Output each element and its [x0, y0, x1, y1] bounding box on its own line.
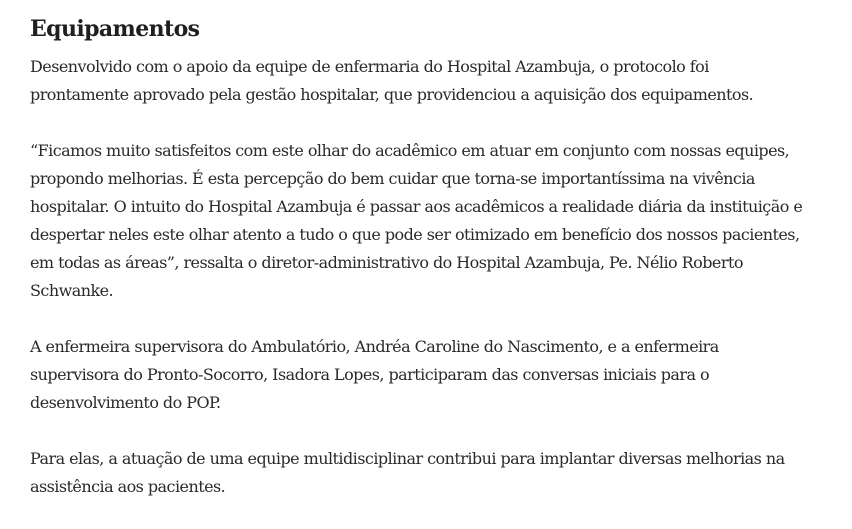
paragraph-director-quote — [30, 137, 845, 305]
paragraph-line: “Ficamos muito satisfeitos com este olhar do acadêmico em atuar em conjunto com nossas equipes, — [30, 141, 790, 160]
paragraph-line: hospitalar. O intuito do Hospital Azambuja é passar aos acadêmicos a realidade diária da instituição e — [30, 197, 803, 216]
article-section — [30, 14, 845, 529]
paragraph-line: despertar neles este olhar atento a tudo o que pode ser otimizado em benefício dos nossos pacientes, — [30, 225, 800, 244]
paragraph-line: propondo melhorias. É esta percepção do bem cuidar que torna-se importantíssima na vivência — [30, 169, 755, 188]
paragraph-multidisciplinary-team — [30, 445, 845, 501]
paragraph-line: Desenvolvido com o apoio da equipe de enfermaria do Hospital Azambuja, o protocolo foi — [30, 57, 709, 76]
paragraph-line: A enfermeira supervisora do Ambulatório, Andréa Caroline do Nascimento, e a enfermeira — [30, 337, 719, 356]
section-heading: Equipamentos — [30, 16, 200, 42]
paragraph-line: supervisora do Pronto-Socorro, Isadora Lopes, participaram das conversas iniciais para o — [30, 365, 710, 384]
paragraph-protocol-approval — [30, 53, 845, 109]
paragraph-line: Schwanke. — [30, 281, 114, 300]
paragraph-line: prontamente aprovado pela gestão hospitalar, que providenciou a aquisição dos equipamentos. — [30, 85, 754, 104]
paragraph-supervisors — [30, 333, 845, 417]
paragraph-line: assistência aos pacientes. — [30, 477, 226, 496]
paragraph-line: desenvolvimento do POP. — [30, 393, 221, 412]
paragraph-line: em todas as áreas”, ressalta o diretor-administrativo do Hospital Azambuja, Pe. Nélio Roberto — [30, 253, 743, 272]
paragraph-line: Para elas, a atuação de uma equipe multidisciplinar contribui para implantar diversas melhorias na — [30, 449, 785, 468]
